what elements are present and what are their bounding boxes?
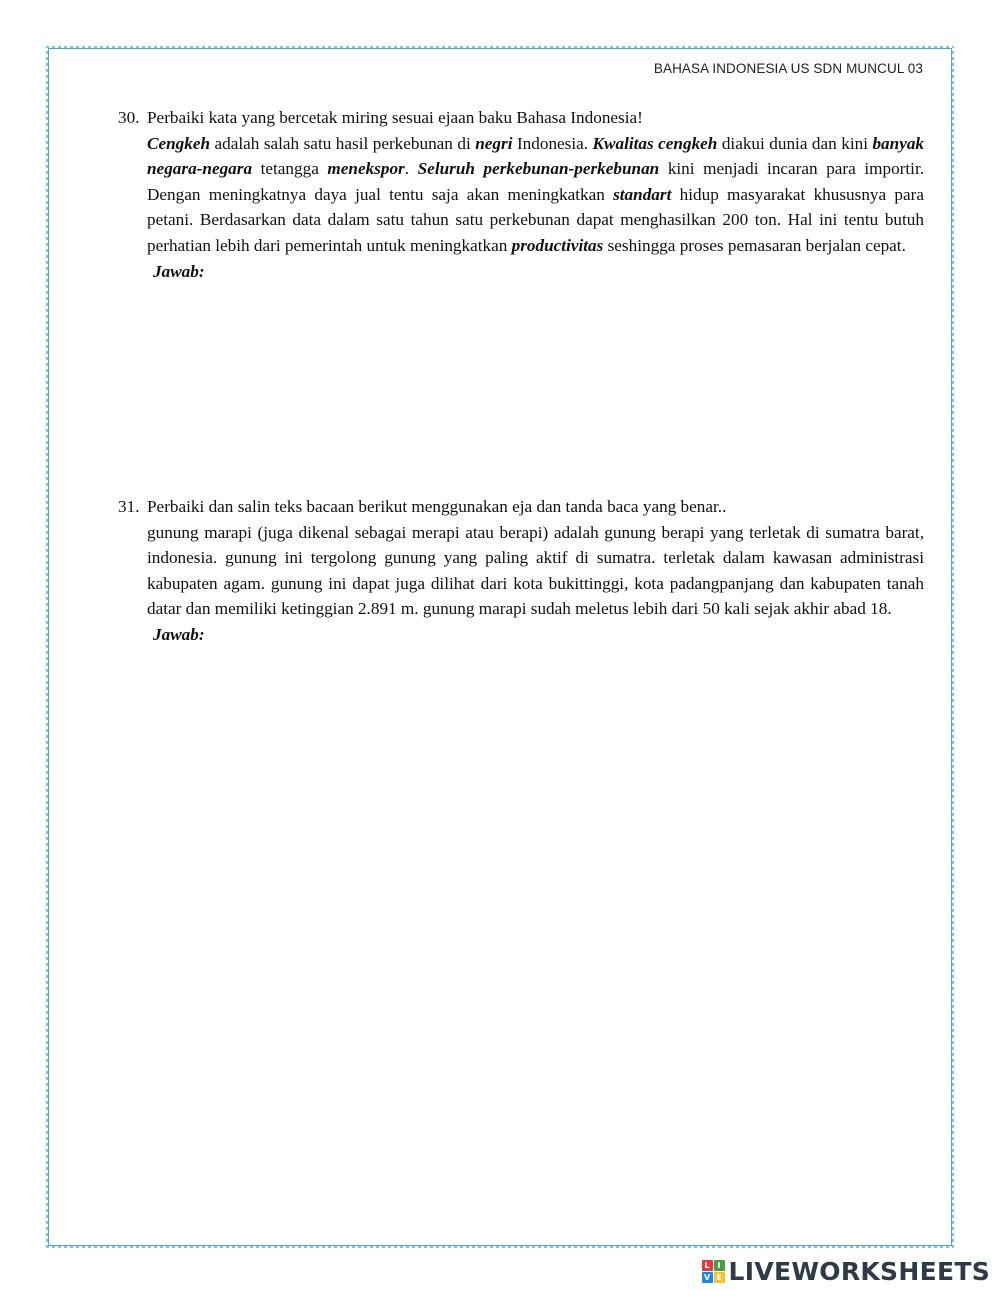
logo-letter: V xyxy=(702,1272,713,1283)
document-header: BAHASA INDONESIA US SDN MUNCUL 03 xyxy=(653,61,923,76)
question-31 xyxy=(118,494,924,648)
logo-mark-icon xyxy=(702,1260,725,1283)
question-passage: Cengkeh adalah salah satu hasil perkebunan di negri Indonesia. Kwalitas cengkeh diakui dunia dan kini banyak negara-negara tetangga menekspor. Seluruh perkebunan-perkebunan kini menjadi incaran para importir. Dengan meningkatnya daya jual tentu saja akan meningkatkan standart hidup masyarakat khususnya para petani. Berdasarkan data dalam satu tahun satu perkebunan dapat menghasilkan 200 ton. Hal ini tentu butuh perhatian lebih dari pemerintah untuk meningkatkan productivitas seshingga proses pemasaran berjalan cepat. xyxy=(147,133,925,255)
italic-word: Seluruh perkebunan-perkebunan xyxy=(417,159,660,179)
logo-letter: I xyxy=(714,1260,725,1271)
liveworksheets-logo xyxy=(702,1256,990,1286)
question-number: 30. xyxy=(118,108,140,127)
italic-word: banyak negara-negara xyxy=(147,133,925,179)
logo-text: LIVEWORKSHEETS xyxy=(728,1256,990,1286)
italic-word: negri xyxy=(475,133,513,153)
question-30 xyxy=(118,105,924,284)
logo-letter: E xyxy=(714,1272,725,1283)
question-number: 31. xyxy=(118,497,140,516)
italic-word: menekspor xyxy=(327,159,405,179)
answer-label: Jawab: xyxy=(153,624,205,644)
question-passage: gunung marapi (juga dikenal sebagai merapi atau berapi) adalah gunung berapi yang terletak di sumatra barat, indonesia. gunung ini tergolong gunung yang paling aktif di sumatra. terletak dalam kawasan administrasi kabupaten agam. gunung ini dapat juga dilihat dari kota bukittinggi, kota padangpanjang dan kabupaten tanah datar dan memiliki ketinggian 2.891 m. gunung marapi sudah meletus lebih dari 50 kali sejak akhir abad 18. xyxy=(147,522,924,619)
logo-letter: L xyxy=(702,1260,713,1271)
answer-label: Jawab: xyxy=(153,261,205,281)
italic-word: Cengkeh xyxy=(147,133,211,153)
italic-word: productivitas xyxy=(511,235,604,255)
question-prompt: Perbaiki kata yang bercetak miring sesuai ejaan baku Bahasa Indonesia! xyxy=(147,108,643,127)
italic-word: Kwalitas cengkeh xyxy=(592,133,718,153)
question-prompt: Perbaiki dan salin teks bacaan berikut menggunakan eja dan tanda baca yang benar.. xyxy=(147,497,727,516)
italic-word: standart xyxy=(613,184,672,204)
